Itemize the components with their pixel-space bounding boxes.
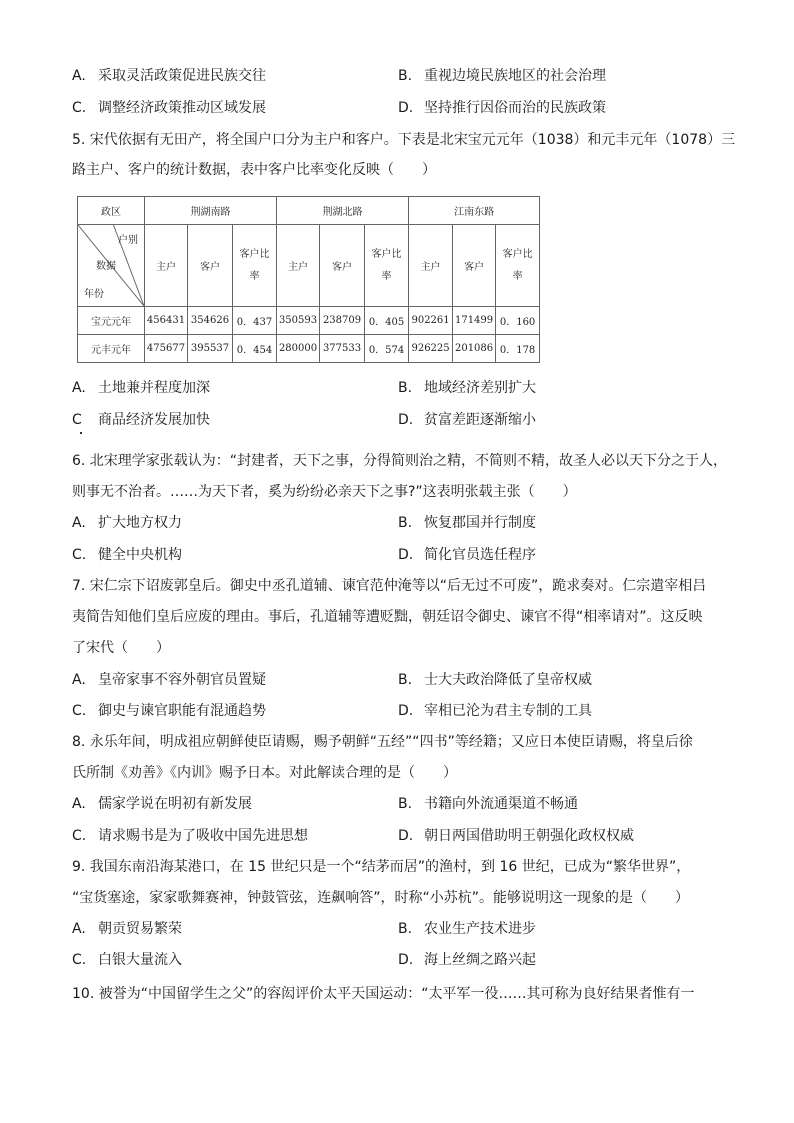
q6-stem-line-2: 则事无不治者。……为天下者，奚为纷纷必亲天下之事?”这表明张载主张（ ） [72, 484, 577, 500]
q8-option-c: C. 请求赐书是为了吸收中国先进思想 [72, 828, 308, 844]
q4-option-b: B. 重视边境民族地区的社会治理 [398, 68, 606, 84]
q8-option-a: A. 儒家学说在明初有新发展 [72, 796, 252, 812]
q4-option-a: A. 采取灵活政策促进民族交往 [72, 68, 266, 84]
q9-option-b: B. 农业生产技术进步 [398, 921, 536, 937]
header-region-1: 荆湖南路 [145, 197, 277, 225]
sub-header: 主户 [145, 225, 188, 307]
sub-header: 主户 [277, 225, 320, 307]
header-region: 政区 [78, 197, 145, 225]
table-cell: 902261 [409, 307, 453, 335]
table-cell: 395537 [188, 335, 233, 363]
q5-stem-line-1: 5. 宋代依据有无田产，将全国户口分为主户和客户。下表是北宋宝元元年（1038）和元丰元年（1078）三 [72, 132, 736, 148]
household-statistics-table [77, 196, 540, 363]
table-cell: 456431 [145, 307, 188, 335]
header-region-3: 江南东路 [409, 197, 540, 225]
q7-stem-line-2: 夷简告知他们皇后应废的理由。事后，孔道辅等遭贬黜，朝廷诏令御史、谏官不得“相率请对”。这反映 [72, 609, 703, 625]
q5-option-b: B. 地域经济差别扩大 [398, 380, 536, 396]
q10-stem-line-1: 10. 被誉为“中国留学生之父”的容闳评价太平天国运动：“太平军一役……其可称为良好结果者惟有一 [72, 986, 695, 1002]
stray-mark [80, 432, 82, 434]
q8-option-b: B. 书籍向外流通渠道不畅通 [398, 796, 578, 812]
q9-option-a: A. 朝贡贸易繁荣 [72, 921, 182, 937]
table-cell: 354626 [188, 307, 233, 335]
table-cell: 926225 [409, 335, 453, 363]
sub-header: 客户比率 [365, 225, 409, 307]
table-cell: 171499 [453, 307, 496, 335]
diag-label-data: 数据 [96, 261, 116, 272]
table-cell: 238709 [320, 307, 365, 335]
q9-stem-line-2: “宝货塞途，家家歌舞赛神，钟鼓管弦，连飙响答”，时称“小苏杭”。能够说明这一现象的是（ ） [72, 890, 690, 906]
q5-stem-line-2: 路主户、客户的统计数据，表中客户比率变化反映（ ） [72, 162, 436, 178]
q4-option-d: D. 坚持推行因俗而治的民族政策 [398, 100, 606, 116]
q7-stem-line-3: 了宋代（ ） [72, 640, 170, 656]
table-cell: 201086 [453, 335, 496, 363]
table-cell: 350593 [277, 307, 320, 335]
q6-option-c: C. 健全中央机构 [72, 547, 182, 563]
sub-header: 主户 [409, 225, 453, 307]
sub-header: 客户 [320, 225, 365, 307]
q6-option-a: A. 扩大地方权力 [72, 515, 182, 531]
q5-option-a: A. 土地兼并程度加深 [72, 380, 210, 396]
q8-option-d: D. 朝日两国借助明王朝强化政权权威 [398, 828, 634, 844]
diagonal-header-cell [78, 225, 145, 307]
diag-label-year: 年份 [84, 289, 104, 300]
q5-option-d: D. 贫富差距逐渐缩小 [398, 412, 536, 428]
table-row [78, 307, 540, 335]
q6-option-b: B. 恢复郡国并行制度 [398, 515, 536, 531]
sub-header: 客户比率 [233, 225, 277, 307]
q4-option-c: C. 调整经济政策推动区域发展 [72, 100, 266, 116]
diag-label-household: 户别 [118, 235, 138, 246]
table-cell: 0．160 [496, 307, 540, 335]
q8-stem-line-2: 氏所制《劝善》《内训》赐予日本。对此解读合理的是（ ） [72, 765, 457, 781]
table-cell: 0．574 [365, 335, 409, 363]
table-cell: 0．437 [233, 307, 277, 335]
q7-option-b: B. 士大夫政治降低了皇帝权威 [398, 672, 592, 688]
sub-header: 客户 [188, 225, 233, 307]
header-region-2: 荆湖北路 [277, 197, 409, 225]
q7-option-d: D. 宰相已沦为君主专制的工具 [398, 703, 592, 719]
table-row [78, 335, 540, 363]
row-year: 元丰元年 [78, 335, 145, 363]
table-cell: 0．178 [496, 335, 540, 363]
row-year: 宝元元年 [78, 307, 145, 335]
q7-option-c: C. 御史与谏官职能有混通趋势 [72, 703, 266, 719]
table-cell: 0．405 [365, 307, 409, 335]
table-cell: 377533 [320, 335, 365, 363]
q5-option-c: C 商品经济发展加快 [72, 412, 210, 428]
q9-stem-line-1: 9. 我国东南沿海某港口，在 15 世纪只是一个“结茅而居”的渔村，到 16 世纪，已成为“繁华世界”， [72, 859, 691, 875]
q6-stem-line-1: 6. 北宋理学家张载认为：“封建者，天下之事，分得简则治之精，不简则不精，故圣人必以天下分之于人， [72, 453, 728, 469]
q9-option-d: D. 海上丝绸之路兴起 [398, 952, 536, 968]
sub-header: 客户比率 [496, 225, 540, 307]
table-cell: 0．454 [233, 335, 277, 363]
table-cell: 280000 [277, 335, 320, 363]
q9-option-c: C. 白银大量流入 [72, 952, 182, 968]
q8-stem-line-1: 8. 永乐年间，明成祖应朝鲜使臣请赐，赐予朝鲜“五经”“四书”等经籍；又应日本使臣请赐，将皇后徐 [72, 734, 693, 750]
q7-stem-line-1: 7. 宋仁宗下诏废郭皇后。御史中丞孔道辅、谏官范仲淹等以“后无过不可废”，跪求奏对。仁宗遣宰相吕 [72, 578, 707, 594]
q7-option-a: A. 皇帝家事不容外朝官员置疑 [72, 672, 266, 688]
q6-option-d: D. 简化官员选任程序 [398, 547, 536, 563]
sub-header: 客户 [453, 225, 496, 307]
table-cell: 475677 [145, 335, 188, 363]
